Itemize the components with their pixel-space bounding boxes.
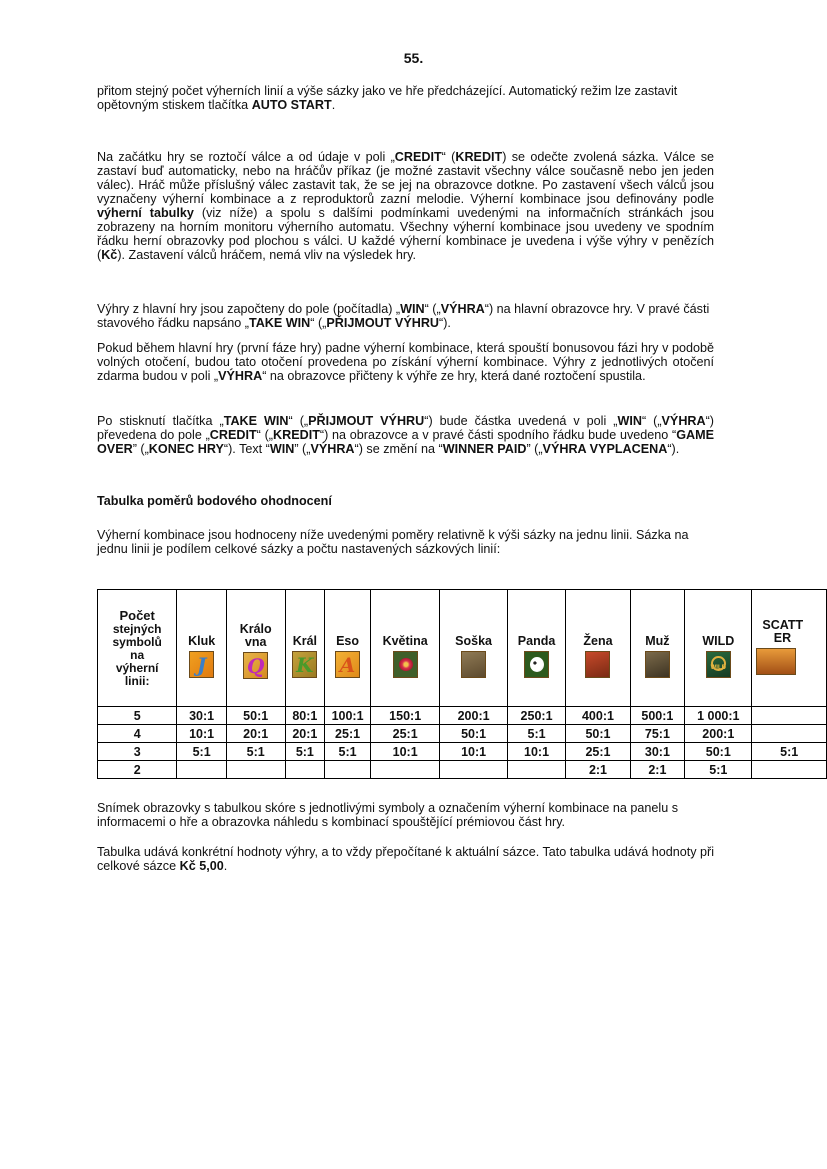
ace-icon: A xyxy=(335,651,360,678)
ratio-cell: 10:1 xyxy=(177,725,227,743)
wild-icon: WILD xyxy=(706,651,731,678)
paragraph-auto-start: přitom stejný počet výherních linií a výše sázky jako ve hře předcházející. Automatický režim lze zastavit opětovným stiskem tlačítka AUTO START. xyxy=(97,84,678,112)
ratio-cell xyxy=(752,761,827,779)
ratio-cell: 1 000:1 xyxy=(685,707,752,725)
symbol-header-queen: Králo vna Q xyxy=(226,590,285,707)
symbol-header-scatter: SCATT ER xyxy=(752,590,827,707)
paragraph-screenshot-note: Snímek obrazovky s tabulkou skóre s jednotlivými symboly a označením výherní kombinace na panelu s informacemi o hře a obrazovka náhledu s kombinací spouštějící prémiovou část hry. xyxy=(97,801,678,829)
paragraph-bet-note: Tabulka udává konkrétní hodnoty výhry, a to vždy přepočítané k aktuální sázce. Tato tabulka udává hodnoty při celkové sázce Kč 5,00. xyxy=(97,845,715,873)
paytable-row-2 xyxy=(98,761,827,779)
ratio-cell xyxy=(325,761,371,779)
symbol-header-panda: Panda xyxy=(507,590,566,707)
ratio-cell: 30:1 xyxy=(630,743,685,761)
ratio-cell: 10:1 xyxy=(370,743,439,761)
section-heading: Tabulka poměrů bodového ohodnocení xyxy=(97,494,332,508)
paragraph-ratios-intro: Výherní kombinace jsou hodnoceny níže uvedenými poměry relativně k výši sázky na jednu linii. Sázka na jednu linii je podílem celkové sázky a počtu nastavených sázkových linií: xyxy=(97,528,689,556)
ratio-cell: 50:1 xyxy=(566,725,630,743)
ratio-cell: 75:1 xyxy=(630,725,685,743)
woman-icon xyxy=(585,651,610,678)
ratio-cell: 10:1 xyxy=(440,743,507,761)
paytable xyxy=(97,589,827,779)
ratio-cell: 5:1 xyxy=(685,761,752,779)
ratio-cell: 80:1 xyxy=(285,707,325,725)
ratio-cell: 200:1 xyxy=(685,725,752,743)
jack-icon: J xyxy=(189,651,214,678)
ratio-cell: 100:1 xyxy=(325,707,371,725)
paragraph-bonus: Pokud během hlavní hry (první fáze hry) padne výherní kombinace, která spouští bonusovou fázi hry v podobě volných otočení, budou tato otočení provedena po získání výherní kombinace. Výhry z jednotlivých otočení zdarma budou v poli „VÝHRA“ na obrazovce přičteny k výhře ze hry, která dané roztočení spustila. xyxy=(97,341,714,383)
ratio-cell: 500:1 xyxy=(630,707,685,725)
ratio-cell: 5:1 xyxy=(226,743,285,761)
ratio-cell: 2:1 xyxy=(566,761,630,779)
panda-icon xyxy=(524,651,549,678)
ratio-cell: 5:1 xyxy=(752,743,827,761)
scatter-icon xyxy=(756,648,796,675)
symbol-header-wild: WILD WILD xyxy=(685,590,752,707)
paragraph-main-wins: Výhry z hlavní hry jsou započteny do pole (počítadla) „WIN“ („VÝHRA“) na hlavní obrazovce hry. V pravé části stavového řádku napsáno „TAKE WIN“ („PŘIJMOUT VÝHRU“). xyxy=(97,302,710,330)
ratio-cell xyxy=(370,761,439,779)
man-icon xyxy=(645,651,670,678)
count-cell: 4 xyxy=(98,725,177,743)
ratio-cell: 200:1 xyxy=(440,707,507,725)
symbol-header-jack: Kluk J xyxy=(177,590,227,707)
king-icon: K xyxy=(292,651,317,678)
ratio-cell: 5:1 xyxy=(285,743,325,761)
ratio-cell xyxy=(752,707,827,725)
count-cell: 3 xyxy=(98,743,177,761)
ratio-cell xyxy=(440,761,507,779)
ratio-cell: 50:1 xyxy=(226,707,285,725)
ratio-cell: 150:1 xyxy=(370,707,439,725)
count-cell: 2 xyxy=(98,761,177,779)
ratio-cell: 5:1 xyxy=(507,725,566,743)
ratio-cell: 50:1 xyxy=(685,743,752,761)
ratio-cell: 30:1 xyxy=(177,707,227,725)
ratio-cell: 25:1 xyxy=(370,725,439,743)
ratio-cell xyxy=(285,761,325,779)
symbol-header-flower: Květina xyxy=(370,590,439,707)
ratio-cell: 50:1 xyxy=(440,725,507,743)
ratio-cell: 5:1 xyxy=(177,743,227,761)
paytable-row-3 xyxy=(98,743,827,761)
ratio-cell xyxy=(752,725,827,743)
paytable-header-row xyxy=(98,590,827,707)
paragraph-game-start: Na začátku hry se roztočí válce a od údaje v poli „CREDIT“ (KREDIT) se odečte zvolená sázka. Válce se zastaví buď automaticky, nebo na hráčův příkaz (je možné zastavit všechny válce současně nebo jen jeden válec). Hráč může příslušný válec zastavit tak, že se jej na obrazovce dotkne. Po zastavení všech válců jsou vyznačeny výherní kombinace a z reproduktorů zazní melodie. Výherní kombinace jsou definovány podle výherní tabulky (viz níže) a spolu s dalšími podmínkami uvedenými na informačních stránkách jsou zobrazeny na horním monitoru výherního automatu. Všechny výherní kombinace jsou uvedeny ve spodním řádku herní obrazovky pod plochou s válci. U každé výherní kombinace je uvedena i výše výhry v penězích (Kč). Zastavení válců hráčem, nemá vliv na výsledek hry. xyxy=(97,150,715,262)
page-number: 55. xyxy=(403,50,424,66)
ratio-cell xyxy=(507,761,566,779)
ratio-cell xyxy=(177,761,227,779)
count-cell: 5 xyxy=(98,707,177,725)
ratio-cell xyxy=(226,761,285,779)
ratio-cell: 25:1 xyxy=(325,725,371,743)
symbol-header-ace: Eso A xyxy=(325,590,371,707)
ratio-cell: 250:1 xyxy=(507,707,566,725)
ratio-cell: 2:1 xyxy=(630,761,685,779)
ratio-cell: 5:1 xyxy=(325,743,371,761)
queen-icon: Q xyxy=(243,652,268,679)
symbol-header-statue: Soška xyxy=(440,590,507,707)
ratio-cell: 20:1 xyxy=(226,725,285,743)
ratio-cell: 400:1 xyxy=(566,707,630,725)
paytable-row-4 xyxy=(98,725,827,743)
ratio-cell: 10:1 xyxy=(507,743,566,761)
flower-icon xyxy=(393,651,418,678)
paragraph-take-win: Po stisknutí tlačítka „TAKE WIN“ („PŘIJMOUT VÝHRU“) bude částka uvedená v poli „WIN“ („VÝHRA“) převedena do pole „CREDIT“ („KREDIT“) na obrazovce a v pravé části spodního řádku bude uvedeno “GAME OVER” („KONEC HRY“). Text “WIN” („VÝHRA“) se změní na “WINNER PAID” („VÝHRA VYPLACENA“). xyxy=(97,414,714,456)
symbol-header-man: Muž xyxy=(630,590,685,707)
paytable-row-5 xyxy=(98,707,827,725)
ratio-cell: 20:1 xyxy=(285,725,325,743)
ratio-cell: 25:1 xyxy=(566,743,630,761)
symbol-header-woman: Žena xyxy=(566,590,630,707)
symbol-header-king: Král K xyxy=(285,590,325,707)
statue-icon xyxy=(461,651,486,678)
count-header: Počet stejných symbolů na výherní linii: xyxy=(98,590,177,707)
